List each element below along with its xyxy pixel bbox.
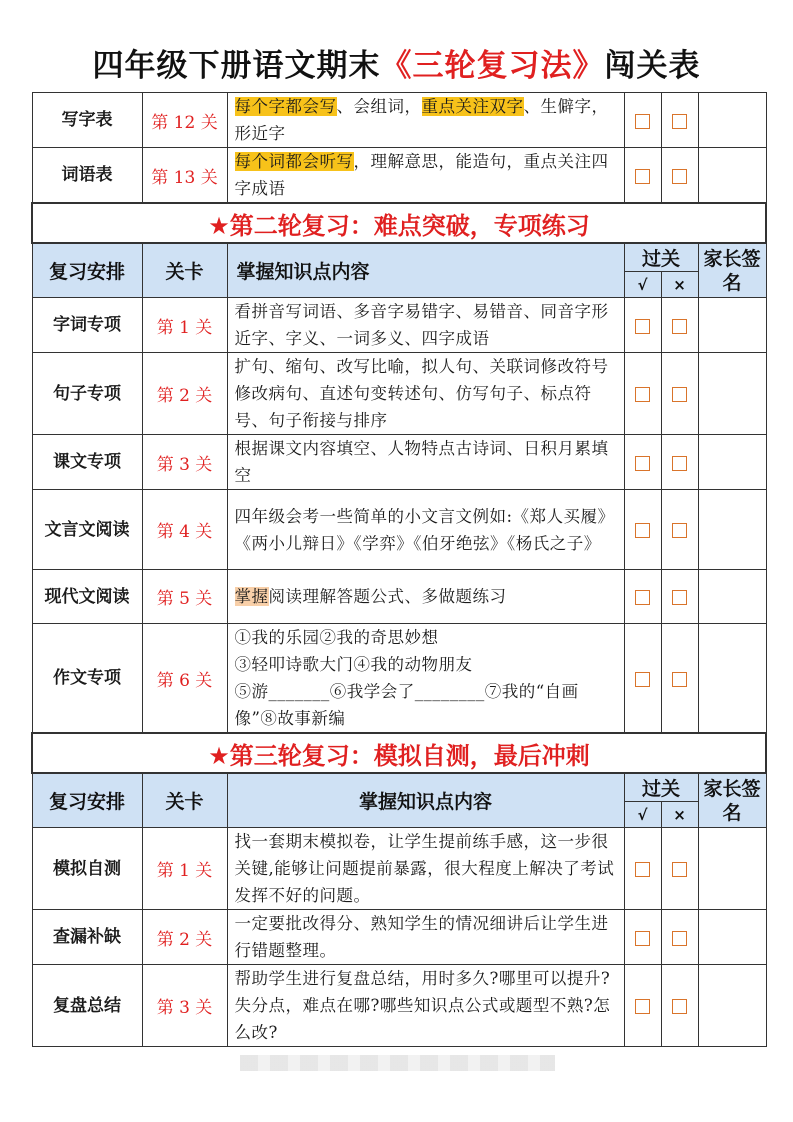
row-category: 词语表 [32,148,142,204]
fail-checkbox[interactable] [672,169,687,184]
row-level: 第 2 关 [142,353,227,435]
row-level: 第 1 关 [142,828,227,910]
pass-checkbox[interactable] [635,672,650,687]
content-segment: ①我的乐园②我的奇思妙想 ③轻叩诗歌大门④我的动物朋友 ⑤游_______⑥我学会了________⑦我的“自画像”⑧故事新编 [234,628,579,728]
fail-checkbox-cell [661,93,698,148]
pass-checkbox-cell [624,93,661,148]
row-category: 写字表 [32,93,142,148]
table-row [32,910,766,965]
section3-banner: ★第三轮复习：模拟自测，最后冲刺 [32,733,766,773]
table-row [32,570,766,624]
row-category: 作文专项 [32,624,142,734]
row-category: 字词专项 [32,298,142,353]
header-content: 掌握知识点内容 [227,243,624,298]
content-segment: ，理解意思，能造句，重点关注四字成语 [234,152,609,198]
header-pass: 过关 [624,243,698,272]
fail-checkbox-cell [661,490,698,570]
pass-checkbox-cell [624,353,661,435]
pass-checkbox-cell [624,910,661,965]
row-content [227,93,624,148]
pass-checkbox[interactable] [635,590,650,605]
row-category: 模拟自测 [32,828,142,910]
header-check: √ [624,802,661,828]
row-content [227,570,624,624]
pass-checkbox[interactable] [635,523,650,538]
fail-checkbox[interactable] [672,319,687,334]
parent-sign-cell[interactable] [698,148,766,204]
row-level: 第 12 关 [142,93,227,148]
row-level: 第 3 关 [142,965,227,1047]
row-category: 课文专项 [32,435,142,490]
header-pass: 过关 [624,773,698,802]
row-content [227,624,624,734]
fail-checkbox[interactable] [672,862,687,877]
row-level: 第 13 关 [142,148,227,204]
section2-body [32,298,766,734]
row-content [227,148,624,204]
header-level: 关卡 [142,773,227,828]
header-parent-sign: 家长签名 [698,243,766,298]
fail-checkbox-cell [661,353,698,435]
pass-checkbox-cell [624,298,661,353]
header-schedule: 复习安排 [32,773,142,828]
row-level: 第 6 关 [142,624,227,734]
parent-sign-cell[interactable] [698,298,766,353]
row-category: 查漏补缺 [32,910,142,965]
title-prefix: 四年级下册语文期末 [92,48,381,84]
content-segment: 、生僻字，形近字 [234,97,609,143]
row-level: 第 3 关 [142,435,227,490]
fail-checkbox[interactable] [672,590,687,605]
fail-checkbox-cell [661,570,698,624]
parent-sign-cell[interactable] [698,93,766,148]
parent-sign-cell[interactable] [698,624,766,734]
row-level: 第 5 关 [142,570,227,624]
content-segment: 扩句、缩句、改写比喻，拟人句、关联词修改符号修改病句、直述句变转述句、仿写句子、标点符号、句子衔接与排序 [234,357,609,430]
pass-checkbox[interactable] [635,456,650,471]
pass-checkbox[interactable] [635,999,650,1014]
section3-body [32,828,766,1047]
pass-checkbox[interactable] [635,862,650,877]
page-title [0,40,793,85]
table-row [32,624,766,734]
header-check: √ [624,272,661,298]
row-content [227,828,624,910]
section3-banner-body [32,733,766,773]
header-cross: × [661,272,698,298]
row-content [227,910,624,965]
pass-checkbox-cell [624,570,661,624]
table-row [32,298,766,353]
fail-checkbox[interactable] [672,999,687,1014]
content-segment: 四年级会考一些简单的小文言文例如:《郑人买履》《两小儿辩日》《学弈》《伯牙绝弦》《杨氏之子》 [234,506,615,553]
row-content [227,965,624,1047]
content-segment: 每个字都会写 [234,97,337,116]
section2-banner: ★第二轮复习：难点突破，专项练习 [32,203,766,243]
row-level: 第 1 关 [142,298,227,353]
header-content: 掌握知识点内容 [227,773,624,828]
fail-checkbox-cell [661,828,698,910]
title-highlight: 《三轮复习法》 [380,48,605,84]
row-content [227,353,624,435]
pass-checkbox-cell [624,965,661,1047]
content-segment: 找一套期末模拟卷，让学生提前练手感，这一步很关键,能够让问题提前暴露，很大程度上解决了考试发挥不好的问题。 [234,832,615,905]
fail-checkbox[interactable] [672,387,687,402]
pass-checkbox-cell [624,828,661,910]
parent-sign-cell[interactable] [698,965,766,1047]
table-row [32,490,766,570]
pass-checkbox-cell [624,624,661,734]
header-cross: × [661,802,698,828]
pass-checkbox-cell [624,148,661,204]
row-category: 句子专项 [32,353,142,435]
table-row [32,148,766,204]
content-segment: 掌握 [234,587,269,606]
pass-checkbox-cell [624,490,661,570]
table-row [32,828,766,910]
parent-sign-cell[interactable] [698,353,766,435]
parent-sign-cell[interactable] [698,828,766,910]
fail-checkbox[interactable] [672,523,687,538]
row-level: 第 4 关 [142,490,227,570]
header-level: 关卡 [142,243,227,298]
content-segment: 根据课文内容填空、人物特点古诗词、日积月累填空 [234,439,609,485]
row-level: 第 2 关 [142,910,227,965]
fail-checkbox[interactable] [672,931,687,946]
table-row [32,965,766,1047]
content-segment: 每个词都会听写 [234,152,354,171]
content-segment: 、会组词， [336,97,422,116]
fail-checkbox-cell [661,148,698,204]
fail-checkbox[interactable] [672,456,687,471]
parent-sign-cell[interactable] [698,490,766,570]
table-row [32,435,766,490]
pass-checkbox[interactable] [635,931,650,946]
parent-sign-cell[interactable] [698,435,766,490]
pass-checkbox[interactable] [635,319,650,334]
row-category: 现代文阅读 [32,570,142,624]
title-suffix: 闯关表 [604,48,701,84]
row-content [227,298,624,353]
header-schedule: 复习安排 [32,243,142,298]
fail-checkbox-cell [661,435,698,490]
section3-header [32,773,766,828]
header-parent-sign: 家长签名 [698,773,766,828]
fail-checkbox[interactable] [672,672,687,687]
checklist-table [31,92,765,1047]
pass-checkbox-cell [624,435,661,490]
section2-header [32,243,766,298]
fail-checkbox-cell [661,624,698,734]
fail-checkbox-cell [661,910,698,965]
footer-watermark [240,1055,555,1071]
content-segment: 阅读理解答题公式、多做题练习 [268,587,507,606]
content-segment: 重点关注双字 [421,97,524,116]
pass-checkbox[interactable] [635,387,650,402]
fail-checkbox[interactable] [672,114,687,129]
table-row [32,353,766,435]
content-segment: 一定要批改得分、熟知学生的情况细讲后让学生进行错题整理。 [234,914,609,960]
table-row [32,93,766,148]
section1-body [32,93,766,204]
fail-checkbox-cell [661,298,698,353]
pass-checkbox[interactable] [635,169,650,184]
section2-banner-body [32,203,766,243]
fail-checkbox-cell [661,965,698,1047]
row-category: 复盘总结 [32,965,142,1047]
parent-sign-cell[interactable] [698,910,766,965]
content-segment: 看拼音写词语、多音字易错字、易错音、同音字形近字、字义、一词多义、四字成语 [234,302,609,348]
pass-checkbox[interactable] [635,114,650,129]
row-category: 文言文阅读 [32,490,142,570]
parent-sign-cell[interactable] [698,570,766,624]
row-content [227,435,624,490]
content-segment: 帮助学生进行复盘总结，用时多久?哪里可以提升?失分点，难点在哪?哪些知识点公式或题型不熟?怎么改? [234,969,611,1042]
row-content [227,490,624,570]
